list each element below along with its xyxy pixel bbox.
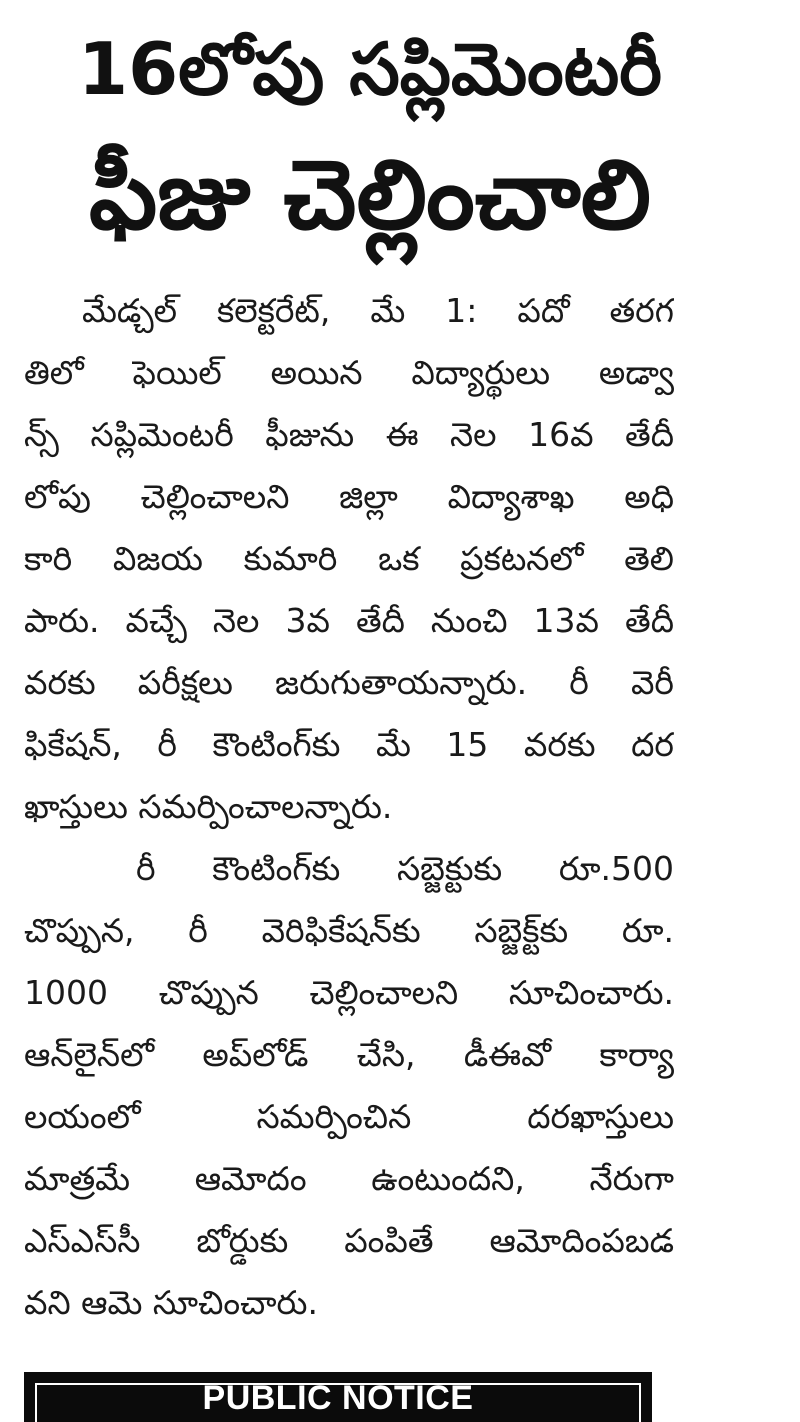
body-line: వరకు పరీక్షలు జరుగుతాయన్నారు. రీ వెరీ xyxy=(24,663,674,702)
public-notice-banner xyxy=(24,1372,652,1422)
body-line: తిలో ఫెయిల్ అయిన విద్యార్థులు అడ్వా xyxy=(24,353,674,392)
body-line: చొప్పున, రీ వెరిఫికేషన్‌కు సబ్జెక్ట్‌కు రూ. xyxy=(24,911,674,950)
body-line: పారు. వచ్చే నెల 3వ తేదీ నుంచి 13వ తేదీ xyxy=(24,601,674,640)
body-line: 1000 చొప్పున చెల్లించాలని సూచించారు. xyxy=(24,973,674,1012)
article-body xyxy=(24,280,674,1334)
body-line: లోపు చెల్లించాలని జిల్లా విద్యాశాఖ అధి xyxy=(24,477,674,516)
body-line: మేడ్చల్ కలెక్టరేట్, మే 1: పదో తరగ xyxy=(82,291,674,330)
headline-line-2: ఫీజు చెల్లించాలి xyxy=(88,139,652,251)
body-line: ఫికేషన్, రీ కౌంటింగ్‌కు మే 15 వరకు దర xyxy=(24,725,674,764)
body-line: ఖాస్తులు సమర్పించాలన్నారు. xyxy=(24,787,393,826)
headline-line-1: 16లోపు సప్లిమెంటరీ xyxy=(78,27,662,111)
body-line: కారి విజయ కుమారి ఒక ప్రకటనలో తెలి xyxy=(24,539,674,578)
body-line: లయంలో సమర్పించిన దరఖాస్తులు xyxy=(24,1097,674,1136)
body-line: వని ఆమె సూచించారు. xyxy=(24,1283,318,1322)
body-line: న్స్ సప్లిమెంటరీ ఫీజును ఈ నెల 16వ తేదీ xyxy=(24,415,674,454)
body-line: మాత్రమే ఆమోదం ఉంటుందని, నేరుగా xyxy=(24,1159,674,1198)
body-line: రీ కౌంటింగ్‌కు సబ్జెక్టుకు రూ.500 xyxy=(136,849,674,888)
public-notice-label: PUBLIC NOTICE xyxy=(202,1379,474,1417)
body-line: ఆన్‌లైన్‌లో అప్‌లోడ్ చేసి, డీఈవో కార్యా xyxy=(24,1035,674,1074)
body-line: ఎస్ఎస్‌సీ బోర్డుకు పంపితే ఆమోదింపబడ xyxy=(24,1221,674,1260)
